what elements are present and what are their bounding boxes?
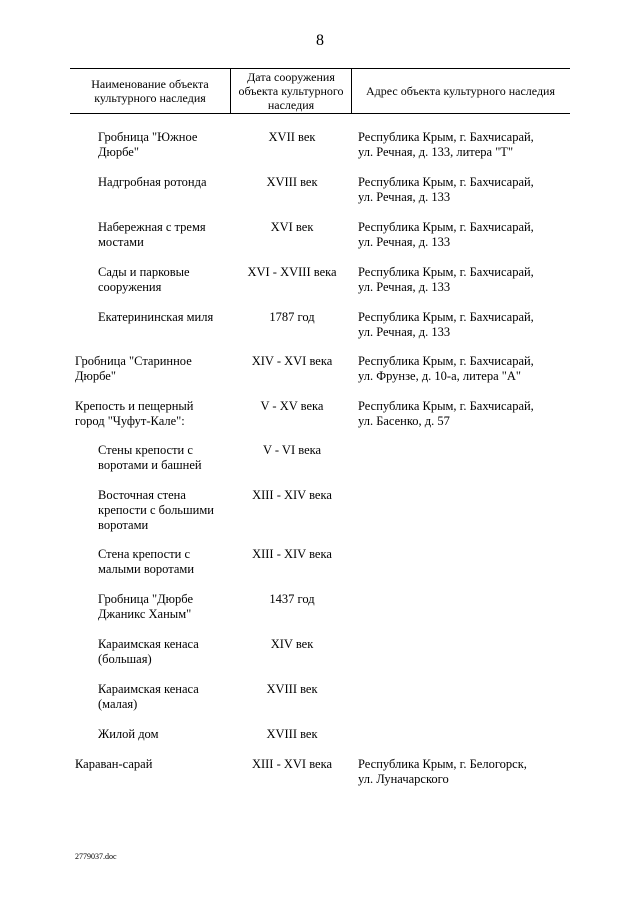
row-address: Республика Крым, г. Белогорск, ул. Луначарского (358, 757, 527, 786)
row-date: XVI - XVIII века (247, 265, 337, 279)
header-address-column: Адрес объекта культурного наследия (366, 84, 555, 98)
row-name: Гробница "Дюрбе Джаникс Ханым" (98, 592, 194, 621)
row-address: Республика Крым, г. Бахчисарай, ул. Речная, д. 133 (358, 310, 534, 339)
row-name: Караван-сарай (75, 757, 153, 771)
row-name: Набережная с тремя мостами (98, 220, 206, 249)
row-date: XIII - XIV века (252, 488, 332, 502)
row-address: Республика Крым, г. Бахчисарай, ул. Речная, д. 133 (358, 265, 534, 294)
footer-filename: 2779037.doc (75, 852, 117, 861)
header-date-column: Дата сооружения объекта культурного наследия (230, 69, 352, 113)
row-address: Республика Крым, г. Бахчисарай, ул. Речная, д. 133 (358, 220, 534, 249)
row-name: Караимская кенаса (большая) (98, 637, 199, 666)
row-date: V - VI века (262, 443, 322, 457)
row-name: Надгробная ротонда (98, 175, 207, 189)
table-header (70, 68, 570, 114)
row-date: XVI век (270, 220, 314, 234)
row-address: Республика Крым, г. Бахчисарай, ул. Речная, д. 133, литера "Т" (358, 130, 534, 159)
row-address: Республика Крым, г. Бахчисарай, ул. Басенко, д. 57 (358, 399, 534, 428)
row-name: Караимская кенаса (малая) (98, 682, 199, 711)
row-date: XIV век (270, 637, 314, 651)
row-date: 1787 год (269, 310, 315, 324)
row-name: Екатерининская миля (98, 310, 214, 324)
row-name: Стены крепости с воротами и башней (98, 443, 202, 472)
row-name: Крепость и пещерный город "Чуфут-Кале": (75, 399, 194, 428)
row-date: XVII век (268, 130, 316, 144)
row-name: Сады и парковые сооружения (98, 265, 190, 294)
row-date: V - XV века (260, 399, 324, 413)
row-date: XVIII век (266, 727, 318, 741)
row-address: Республика Крым, г. Бахчисарай, ул. Речная, д. 133 (358, 175, 534, 204)
row-date: 1437 год (269, 592, 315, 606)
row-name: Жилой дом (98, 727, 159, 741)
row-name: Гробница "Старинное Дюрбе" (75, 354, 192, 383)
row-name: Восточная стена крепости с большими воротами (98, 488, 214, 532)
row-date: XIII - XVI века (251, 757, 333, 771)
row-name: Гробница "Южное Дюрбе" (98, 130, 198, 159)
page-number: 8 (316, 32, 324, 49)
row-date: XVIII век (266, 682, 318, 696)
row-date: XIII - XIV века (252, 547, 332, 561)
row-name: Стена крепости с малыми воротами (98, 547, 195, 576)
row-date: XVIII век (266, 175, 318, 189)
row-date: XIV - XVI века (251, 354, 333, 368)
header-name-column: Наименование объекта культурного наследия (91, 77, 209, 105)
row-address: Республика Крым, г. Бахчисарай, ул. Фрунзе, д. 10-а, литера "А" (358, 354, 534, 383)
